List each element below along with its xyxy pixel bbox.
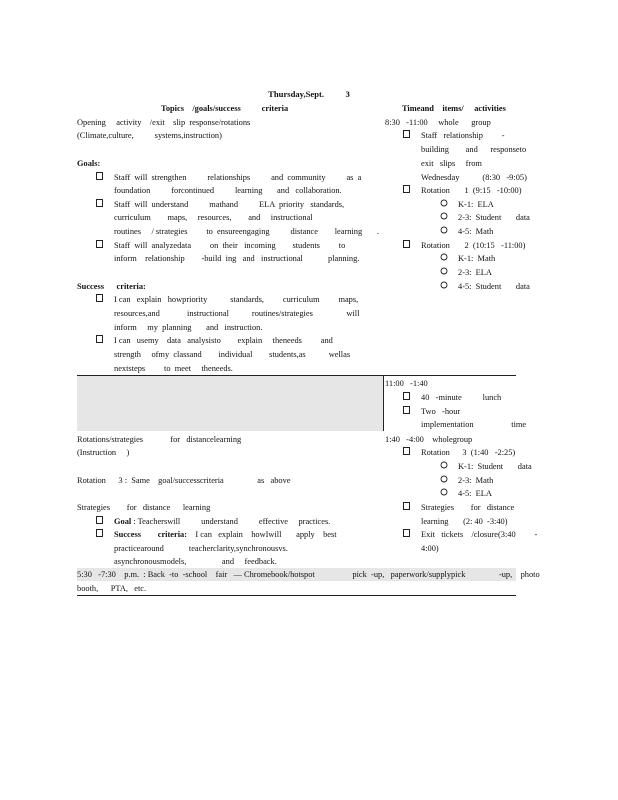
- bullet-icon: [96, 334, 103, 348]
- success-2-line3: nextsteps to meet theneeds.: [114, 364, 233, 373]
- column-divider: [383, 376, 384, 431]
- goal-2-line3: routines / strategies to ensureengaging distance learning .: [114, 227, 379, 236]
- rotation-3-23: 2-3: Math: [458, 476, 494, 485]
- bullet-icon: [96, 171, 103, 185]
- goal-label: Goal: [114, 517, 132, 526]
- success-1-line3: inform my planning and instruction.: [114, 323, 263, 332]
- bullet-icon: [96, 528, 103, 542]
- circle-bullet-icon: [440, 211, 448, 225]
- evening-line1: 5:30 -7:30 p.m. : Back -to -school fair — Chromebook/hotspot pick -up, paperwork/supplypick -up, photo: [77, 570, 540, 579]
- bullet-icon: [403, 501, 410, 515]
- rotation-1-23: 2-3: Student data: [458, 213, 530, 222]
- lunch-time: 11:00 -1:40: [385, 379, 428, 388]
- document-title: Thursday,Sept. 3: [268, 89, 350, 99]
- circle-bullet-icon: [440, 280, 448, 294]
- staff-relationship-line3: exit slips from: [421, 159, 482, 168]
- rotations-strategies-line2: (Instruction ): [77, 448, 130, 457]
- staff-relationship-line1: Staff relationship -: [421, 131, 505, 140]
- goal-1-line2: foundation forcontinued learning and collaboration.: [114, 186, 342, 195]
- afternoon-success: [114, 528, 337, 542]
- bullet-icon: [403, 184, 410, 198]
- strategies-label: Strategies for distance learning: [77, 503, 211, 512]
- afternoon-time: 1:40 -4:00 wholegroup: [385, 435, 473, 444]
- bottom-rule: [77, 595, 516, 596]
- opening-activity-line1: Opening activity /exit slip response/rotations: [77, 118, 251, 127]
- circle-bullet-icon: [440, 266, 448, 280]
- goal-3-line1: Staff will analyzedata on their incoming students to: [114, 241, 346, 250]
- staff-relationship-line2: building and responseto: [421, 145, 527, 154]
- rotation-3-45: 4-5: ELA: [458, 489, 492, 498]
- goal-text: : Teacherswill understand effective practices.: [131, 517, 331, 526]
- rotation-2-item: Rotation 2 (10:15 -11:00): [421, 241, 526, 250]
- bullet-icon: [403, 239, 410, 253]
- success-2-line2: strength ofmy classand individual students,as wellas: [114, 350, 351, 359]
- rotation-3-text: Rotation 3 : Same goal/successcriteria as above: [77, 476, 291, 485]
- circle-bullet-icon: [440, 252, 448, 266]
- staff-relationship-line4: Wednesday (8:30 -9:05): [421, 173, 527, 182]
- goal-2-line1: Staff will understand mathand ELA priority standards,: [114, 200, 345, 209]
- bullet-icon: [403, 405, 410, 419]
- strategies-item-line2: learning (2: 40 -3:40): [421, 517, 508, 526]
- circle-bullet-icon: [440, 487, 448, 501]
- bullet-icon: [403, 528, 410, 542]
- goal-1-line1: Staff will strengthen relationships and community as a: [114, 173, 362, 182]
- rotation-1-k1: K-1: ELA: [458, 200, 494, 209]
- bullet-icon: [96, 293, 103, 307]
- bullet-icon: [403, 446, 410, 460]
- circle-bullet-icon: [440, 198, 448, 212]
- circle-bullet-icon: [440, 460, 448, 474]
- bullet-icon: [96, 239, 103, 253]
- left-column-header: Topics /goals/success criteria: [161, 104, 289, 113]
- opening-activity-line2: (Climate,culture, systems,instruction): [77, 131, 222, 140]
- bullet-icon: [403, 129, 410, 143]
- right-column-header: Timeand items/ activities: [402, 104, 506, 113]
- rotation-1-item: Rotation 1 (9:15 -10:00): [421, 186, 522, 195]
- morning-time: 8:30 -11:00 whole group: [385, 118, 491, 127]
- bullet-icon: [96, 198, 103, 212]
- success-1-line2: resources,and instructional routines/strategies will: [114, 309, 360, 318]
- goal-2-line2: curriculum maps, resources, and instructional: [114, 213, 313, 222]
- rotation-2-k1: K-1: Math: [458, 254, 496, 263]
- lunch-shaded-cell: [77, 376, 383, 431]
- rotations-strategies-line1: Rotations/strategies for distancelearning: [77, 435, 242, 444]
- circle-bullet-icon: [440, 225, 448, 239]
- circle-bullet-icon: [440, 474, 448, 488]
- afternoon-success-line3: asynchronousmodels, and feedback.: [114, 557, 277, 566]
- implementation-line2: implementation time: [421, 420, 527, 429]
- afternoon-goal: [114, 515, 330, 529]
- goals-label: Goals:: [77, 159, 101, 168]
- goal-3-line2: inform relationship -build ing and instructional planning.: [114, 254, 360, 263]
- rotation-3-item: Rotation 3 (1:40 -2:25): [421, 448, 516, 457]
- success-label: Success criteria:: [114, 530, 188, 539]
- evening-line2: booth, PTA, etc.: [77, 584, 147, 593]
- bullet-icon: [403, 391, 410, 405]
- bullet-icon: [96, 515, 103, 529]
- success-criteria-label: Success criteria:: [77, 282, 146, 291]
- rotation-1-45: 4-5: Math: [458, 227, 494, 236]
- rotation-3-k1: K-1: Student data: [458, 462, 532, 471]
- exit-tickets-line1: Exit tickets /closure(3:40 -: [421, 530, 538, 539]
- implementation-line1: Two -hour: [421, 407, 461, 416]
- strategies-item-line1: Strategies for distance: [421, 503, 515, 512]
- exit-tickets-line2: 4:00): [421, 544, 439, 553]
- afternoon-success-line2: practicearound teacherclarity,synchronousvs.: [114, 544, 288, 553]
- success-2-line1: I can usemy data analysisto explain theneeds and: [114, 336, 333, 345]
- rotation-2-45: 4-5: Student data: [458, 282, 530, 291]
- lunch-item: 40 -minute lunch: [421, 393, 502, 402]
- success-1-line1: I can explain howpriority standards, curriculum maps,: [114, 295, 359, 304]
- rotation-2-23: 2-3: ELA: [458, 268, 492, 277]
- success-text: I can explain howIwill apply best: [187, 530, 337, 539]
